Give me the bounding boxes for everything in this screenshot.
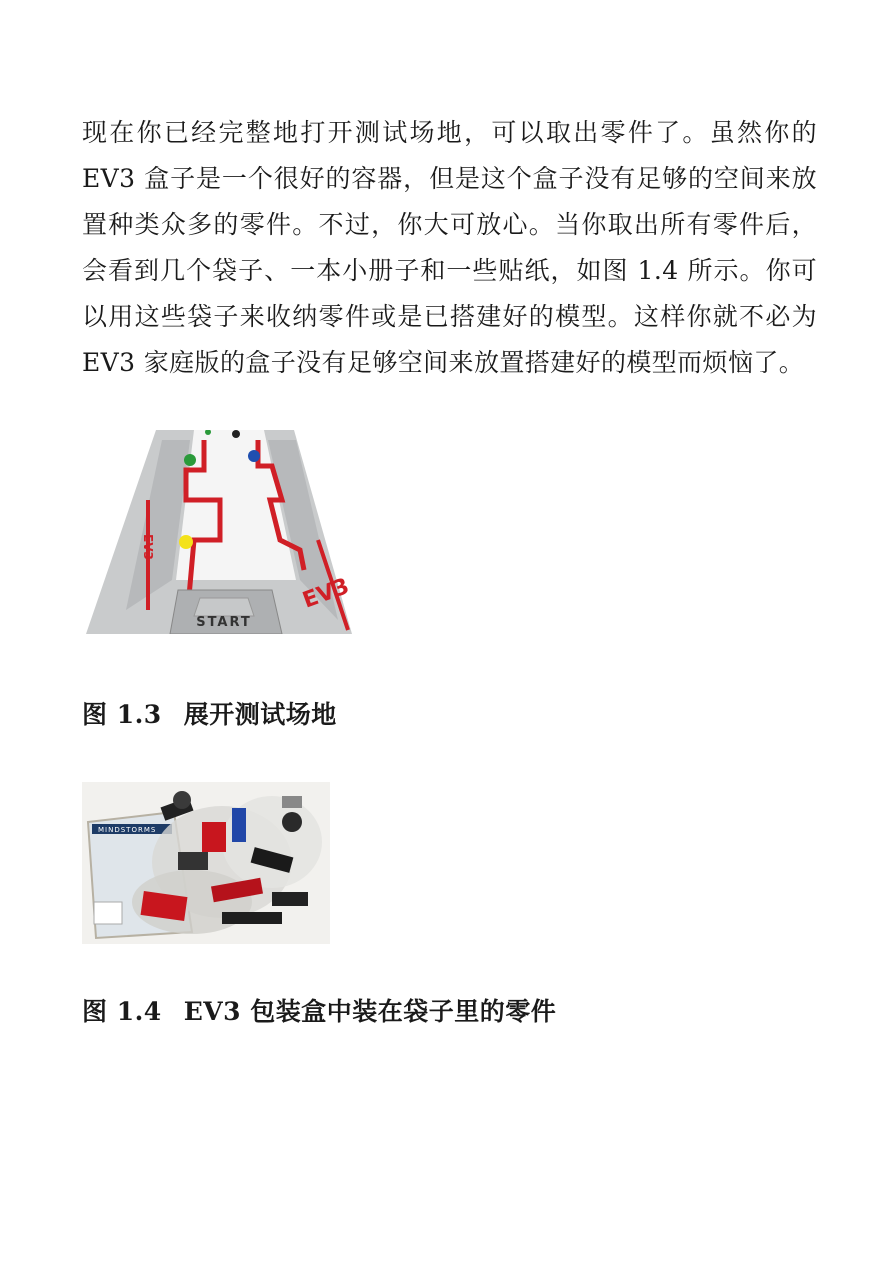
ev3-logo-left: EV3 [141,534,155,560]
mindstorms-label: MINDSTORMS [98,826,157,834]
figure-caption-1-4 [82,997,556,1027]
figure-number: 图 1.4 [82,997,162,1026]
figure-caption-text: EV3 包装盒中装在袋子里的零件 [183,997,557,1026]
body-paragraph: 现在你已经完整地打开测试场地，可以取出零件了。虽然你的 EV3 盒子是一个很好的容器，但是这个盒子没有足够的空间来放置种类众多的零件。不过，你大可放心。当你取出所有零件后，会看到几个袋子、一本小册子和一些贴纸，如图 1.4 所示。你可以用这些袋子来收纳零件或是已搭建好的模型。这样你就不必为 EV3 家庭版的盒子没有足够空间来放置搭建好的模型而烦恼了。 [82,118,817,377]
test-mat-photo [86,430,366,642]
figure-number: 图 1.3 [82,700,162,729]
figure-caption-1-3 [82,700,337,730]
ev3-logo-right: EV3 [299,573,353,614]
parts-in-bags-photo [82,782,330,944]
figure-caption-text: 展开测试场地 [183,700,337,729]
start-label: START [196,615,252,630]
